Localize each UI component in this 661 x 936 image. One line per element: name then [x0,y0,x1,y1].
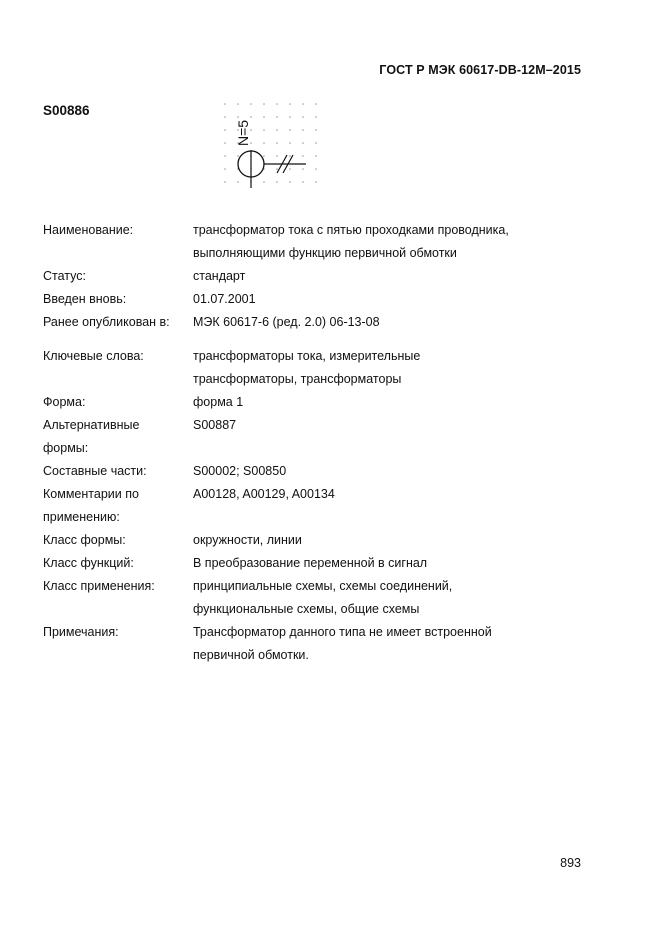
field-value: трансформатор тока с пятью проходками проводника, [193,223,509,237]
field-label: применению: [43,510,120,524]
field-value: В преобразование переменной в сигнал [193,556,428,570]
field-label: формы: [43,441,89,455]
field-value: стандарт [193,269,246,283]
field-value: трансформаторы тока, измерительные [193,349,421,363]
field-label: Форма: [43,395,86,409]
field-value: Трансформатор данного типа не имеет встроенной [193,625,492,639]
field-value: трансформаторы, трансформаторы [193,372,402,386]
field-value: 01.07.2001 [193,292,256,306]
field-label: Составные части: [43,464,147,478]
field-value: МЭК 60617-6 (ред. 2.0) 06-13-08 [193,315,380,329]
page-number: 893 [560,856,581,870]
field-value: выполняющими функцию первичной обмотки [193,246,457,260]
symbol-drawing [220,100,332,192]
field-value: функциональные схемы, общие схемы [193,602,420,616]
document-header: ГОСТ Р МЭК 60617-DB-12M–2015 [379,63,581,77]
field-label: Класс формы: [43,533,126,547]
field-label: Комментарии по [43,487,139,501]
field-value: A00128, A00129, A00134 [193,487,335,501]
field-label: Примечания: [43,625,119,639]
field-label: Класс применения: [43,579,155,593]
field-label: Ключевые слова: [43,349,144,363]
field-label: Ранее опубликован в: [43,315,170,329]
field-label: Наименование: [43,223,134,237]
field-value: S00887 [193,418,237,432]
field-label: Класс функций: [43,556,134,570]
field-value: форма 1 [193,395,244,409]
field-value: принципиальные схемы, схемы соединений, [193,579,453,593]
symbol-code: S00886 [43,103,90,118]
field-label: Статус: [43,269,86,283]
field-label: Альтернативные [43,418,140,432]
field-value: первичной обмотки. [193,648,309,662]
field-label: Введен вновь: [43,292,127,306]
turns-label: N=5 [235,119,251,146]
field-value: окружности, линии [193,533,302,547]
field-value: S00002; S00850 [193,464,287,478]
